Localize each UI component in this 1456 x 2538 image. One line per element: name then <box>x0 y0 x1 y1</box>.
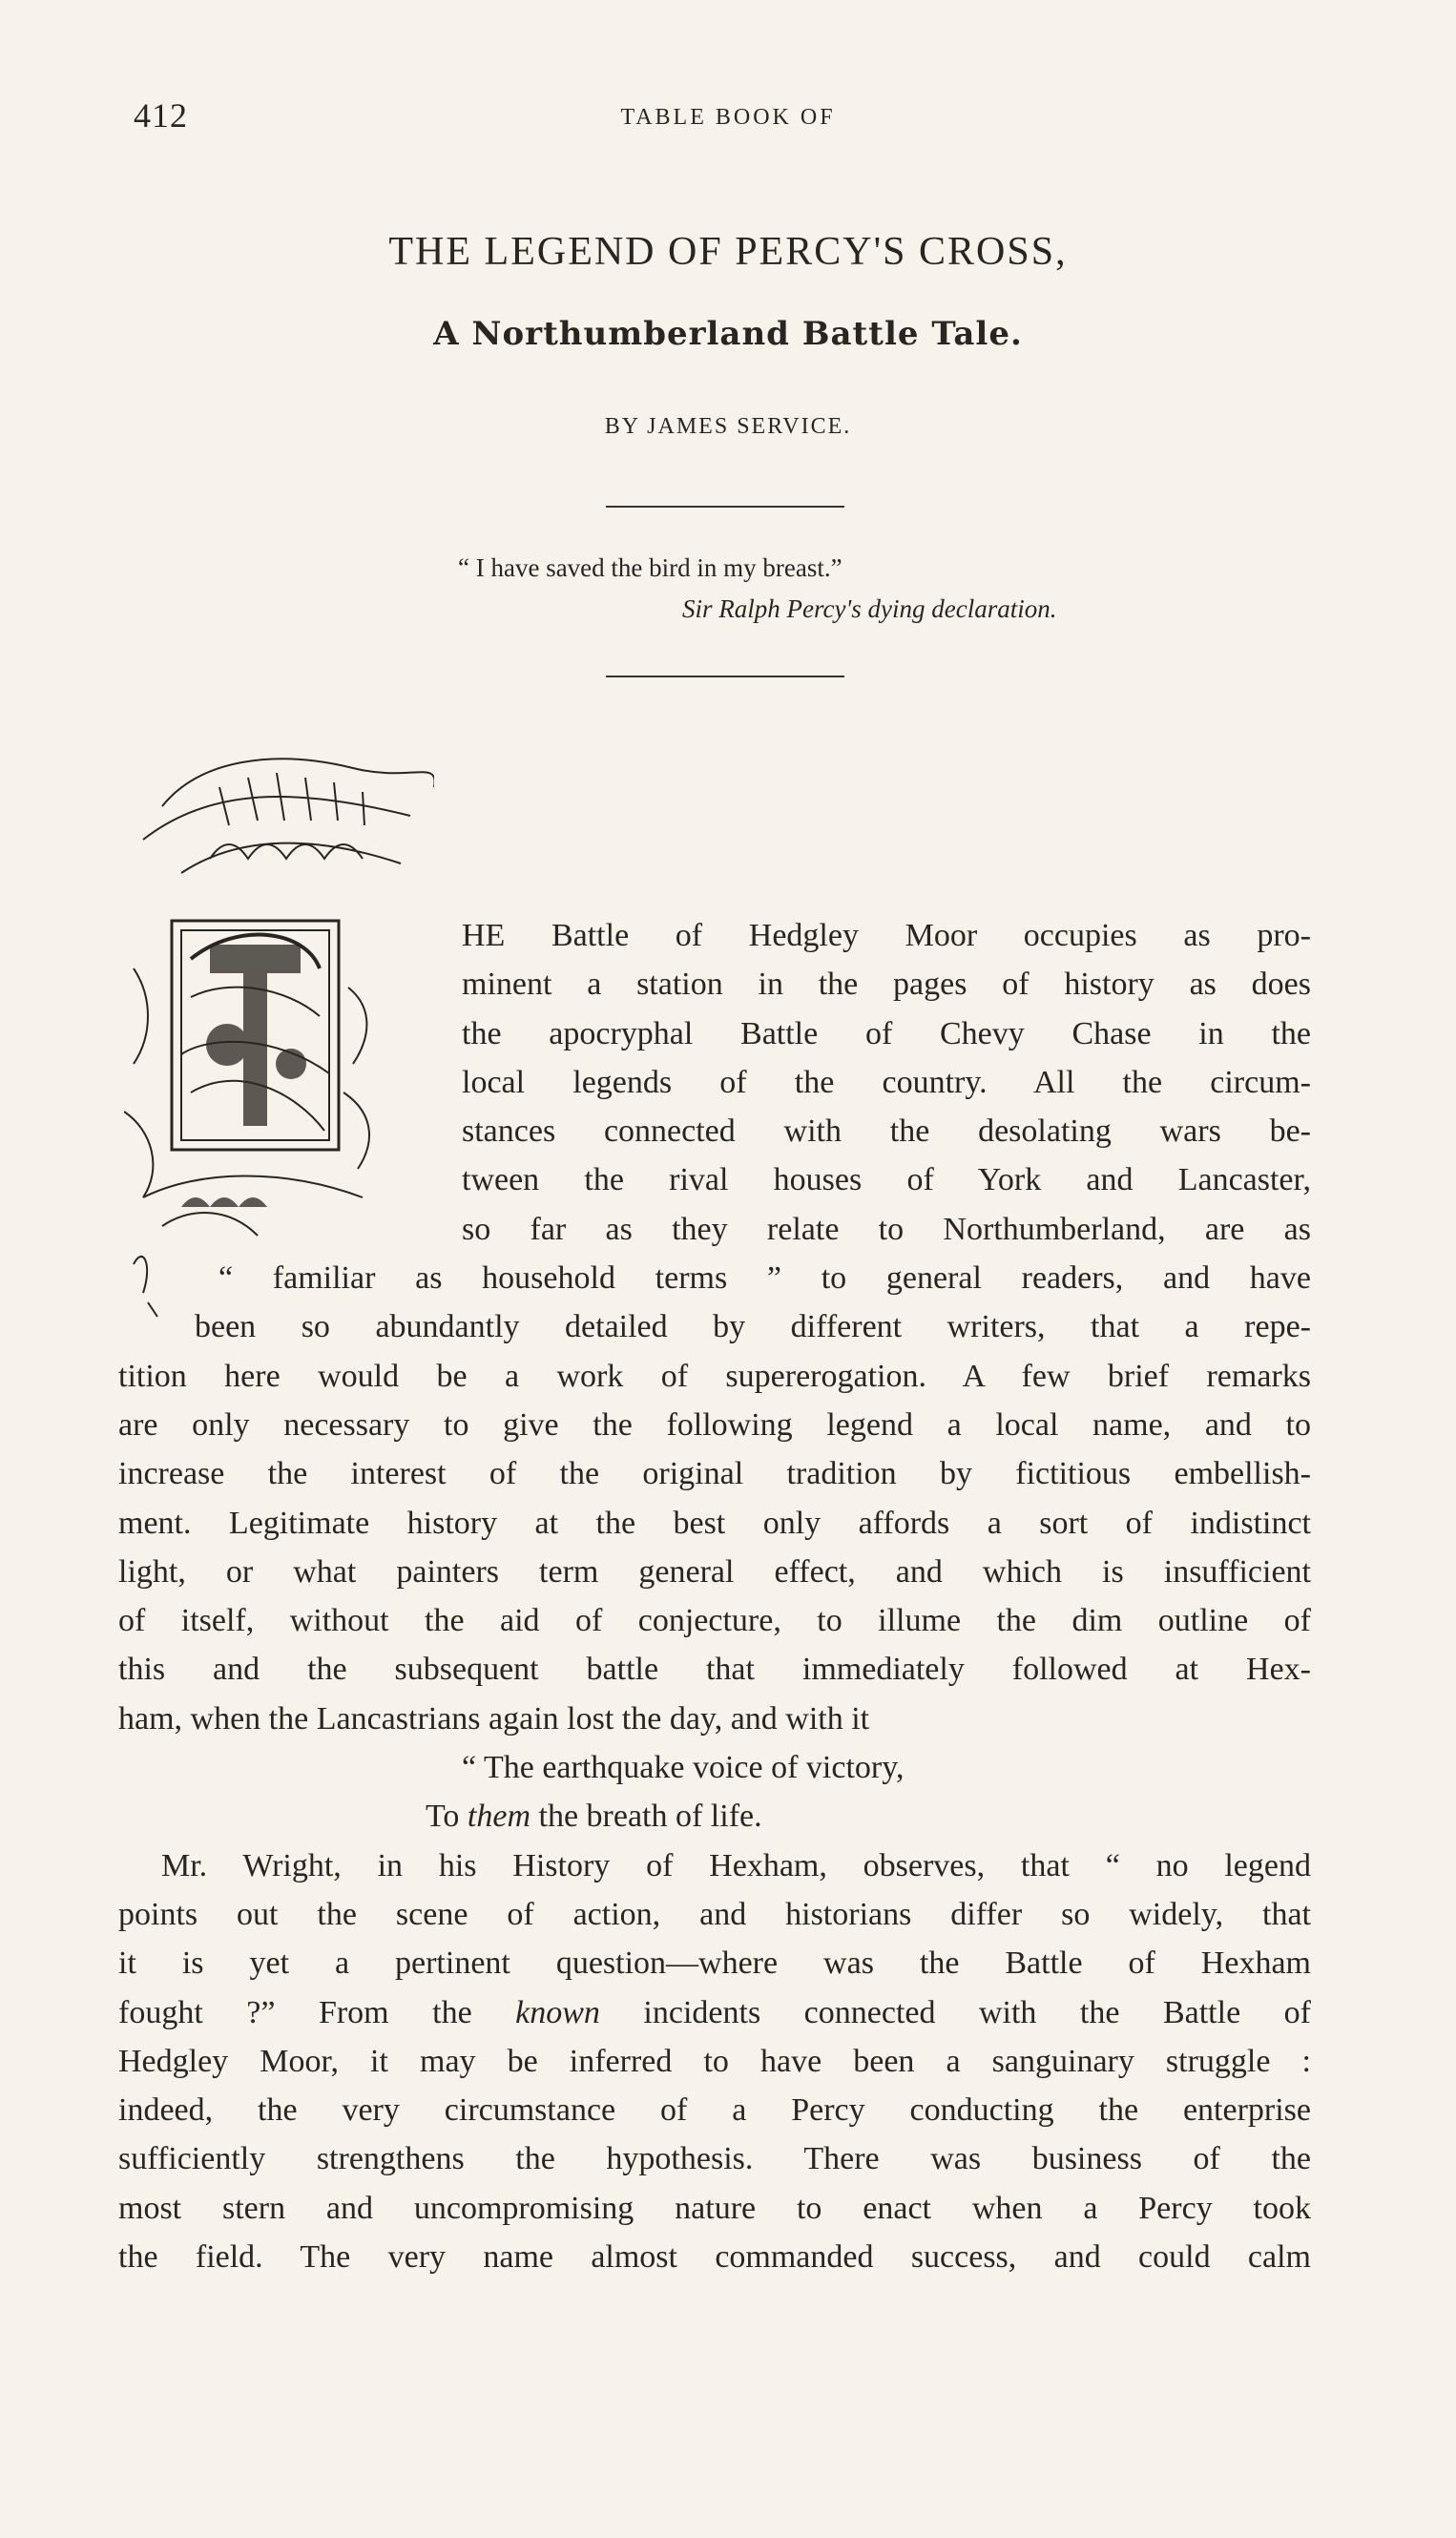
text-line: are only necessary to give the following legend a local name, and to <box>118 1406 1311 1443</box>
text-line: light, or what painters term general effect, and which is insufficient <box>118 1553 1311 1590</box>
text-line: most stern and uncompromising nature to enact when a Percy took <box>118 2190 1311 2226</box>
text-line: it is yet a pertinent question—where was the Battle of Hexham <box>118 1945 1311 1982</box>
text-line: the field. The very name almost commanded success, and could calm <box>118 2239 1311 2276</box>
text-line: the apocryphal Battle of Chevy Chase in the <box>462 1015 1311 1051</box>
text-line: stances connected with the desolating wars be- <box>462 1113 1311 1150</box>
text-line: fought ?” From the known incidents connected with the Battle of <box>118 1994 1311 2030</box>
divider-rule-top <box>606 506 844 508</box>
text-line: Hedgley Moor, it may be inferred to have been a sanguinary struggle : <box>118 2043 1311 2079</box>
text-line: points out the scene of action, and historians differ so widely, that <box>118 1896 1311 1932</box>
text-line: Mr. Wright, in his History of Hexham, observes, that “ no legend <box>161 1847 1311 1883</box>
verse-line: “ The earthquake voice of victory, <box>462 1750 905 1786</box>
text-line: this and the subsequent battle that immediately followed at Hex- <box>118 1652 1311 1688</box>
text-line: of itself, without the aid of conjecture, to illume the dim outline of <box>118 1603 1311 1639</box>
text-line: local legends of the country. All the circum- <box>462 1064 1311 1100</box>
text-line: increase the interest of the original tradition by fictitious embellish- <box>118 1456 1311 1492</box>
epigraph-quote: “ I have saved the bird in my breast.” <box>458 553 842 582</box>
text-line: ham, when the Lancastrians again lost the day, and with it <box>118 1700 870 1737</box>
byline: BY JAMES SERVICE. <box>604 414 852 439</box>
body-text <box>118 911 1311 2281</box>
drop-cap-letter: T <box>124 749 125 750</box>
text-line: ment. Legitimate history at the best only affords a sort of indistinct <box>118 1505 1311 1541</box>
chapter-subtitle: A Northumberland Battle Tale. <box>433 315 1023 353</box>
chapter-title: THE LEGEND OF PERCY'S CROSS, <box>388 230 1068 274</box>
divider-rule-bottom <box>606 676 844 677</box>
text-line: tween the rival houses of York and Lancaster, <box>462 1162 1311 1198</box>
text-line: tition here would be a work of supererogation. A few brief remarks <box>118 1358 1311 1394</box>
text-line: been so abundantly detailed by different writers, that a repe- <box>195 1309 1311 1345</box>
text-line: sufficiently strengthens the hypothesis. There was business of the <box>118 2141 1311 2177</box>
text-line: minent a station in the pages of history as does <box>462 967 1311 1003</box>
epigraph-attribution: Sir Ralph Percy's dying declaration. <box>682 594 1057 623</box>
text-line: “ familiar as household terms ” to general readers, and have <box>218 1260 1311 1297</box>
page-number: 412 <box>134 96 188 135</box>
text-line: so far as they relate to Northumberland, are as <box>462 1211 1311 1247</box>
text-line: HE Battle of Hedgley Moor occupies as pro- <box>462 918 1311 953</box>
verse-line: To them the breath of life. <box>426 1799 762 1835</box>
running-head: TABLE BOOK OF <box>620 105 836 130</box>
text-line: indeed, the very circumstance of a Percy conducting the enterprise <box>118 2092 1311 2129</box>
